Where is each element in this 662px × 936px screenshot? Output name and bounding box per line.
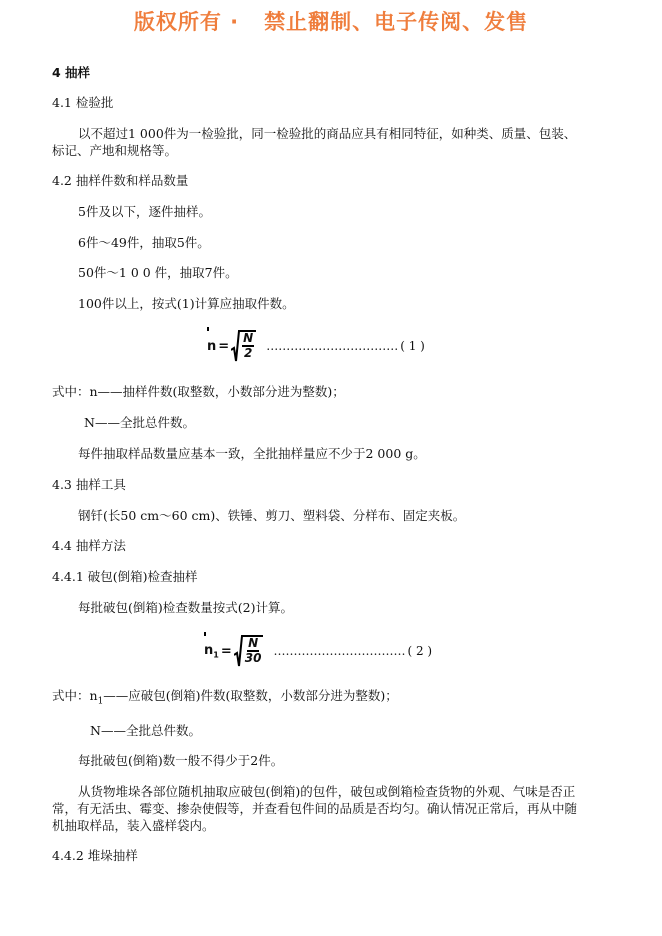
heading-4: 4 抽样 <box>52 65 91 80</box>
radical-sign-icon <box>234 635 243 667</box>
heading-4-4: 4.4 抽样方法 <box>52 538 126 553</box>
formula-2-N-def: N——全批总件数。 <box>90 723 201 738</box>
formula-2 <box>204 635 432 667</box>
formula-1-sqrt <box>231 330 256 362</box>
rule-over-100: 100件以上，按式(1)计算应抽取件数。 <box>78 296 295 311</box>
formula-1-where: 式中：n——抽样件数(取整数，小数部分进为整数)； <box>52 384 345 399</box>
formula-2-denominator: 30 <box>244 651 262 665</box>
rule-50-to-100: 50件～1 0 0 件，抽取7件。 <box>78 265 238 280</box>
paragraph-random-line-3: 机抽取样品，装入盛样袋内。 <box>52 818 215 833</box>
rule-5-or-less: 5件及以下，逐件抽样。 <box>78 204 211 219</box>
formula-2-where: 式中：$n_1——$应破包(倒箱)件数(取整数，小数部分进为整数)； <box>52 688 398 707</box>
paragraph-4-1-line-1: 以不超过1 000件为一检验批，同一检验批的商品应具有相同特征，如种类、质量、包装、 <box>78 126 577 141</box>
copyright-banner: 版权所有 · 禁止翻制、电子传阅、发售 <box>133 10 529 34</box>
formula-1 <box>207 330 425 362</box>
formula-2-lhs: $n_1$ <box>204 642 219 660</box>
formula-1-N-def: N——全批总件数。 <box>84 415 195 430</box>
formula-1-leader: …………………………… <box>266 339 399 353</box>
formula-2-equals: = <box>220 643 232 659</box>
heading-4-3: 4.3 抽样工具 <box>52 477 126 492</box>
rule-6-to-49: 6件～49件，抽取5件。 <box>78 235 210 250</box>
tools-list: 钢钎(长50 cm～60 cm)、铁锤、剪刀、塑料袋、分样布、固定夹板。 <box>78 508 466 523</box>
radical-sign-icon <box>231 330 240 362</box>
formula-1-numerator: N <box>243 331 254 345</box>
formula-1-number: ( 1 ) <box>400 339 425 353</box>
heading-4-2: 4.2 抽样件数和样品数量 <box>52 173 189 188</box>
formula-1-fraction <box>240 330 256 362</box>
formula-1-lhs: n <box>207 338 217 354</box>
formula-1-equals: = <box>218 338 230 354</box>
formula-2-leader: …………………………… <box>273 644 406 658</box>
formula-2-numerator: N <box>248 636 259 650</box>
sample-quantity-rule: 每件抽取样品数量应基本一致，全批抽样量应不少于2 000 g。 <box>78 446 426 461</box>
paragraph-4-1-line-2: 标记、产地和规格等。 <box>52 143 178 158</box>
formula-1-denominator: 2 <box>244 346 253 360</box>
formula-2-number: ( 2 ) <box>407 644 433 658</box>
paragraph-random-line-2: 常，有无活虫、霉变、掺杂使假等，并查看包件间的品质是否均匀。确认情况正常后，再从中随 <box>52 801 578 816</box>
formula-2-fraction <box>243 635 264 667</box>
heading-4-4-2: 4.4.2 堆垛抽样 <box>52 848 138 863</box>
min-open-rule: 每批破包(倒箱)数一般不得少于2件。 <box>78 753 284 768</box>
heading-4-4-1: 4.4.1 破包(倒箱)检查抽样 <box>52 569 198 584</box>
paragraph-random-line-1: 从货物堆垛各部位随机抽取应破包(倒箱)的包件，破包或倒箱检查货物的外观、气味是否正 <box>78 784 576 799</box>
heading-4-1: 4.1 检验批 <box>52 95 114 110</box>
formula-2-sqrt <box>234 635 264 667</box>
paragraph-4-4-1: 每批破包(倒箱)检查数量按式(2)计算。 <box>78 600 293 615</box>
